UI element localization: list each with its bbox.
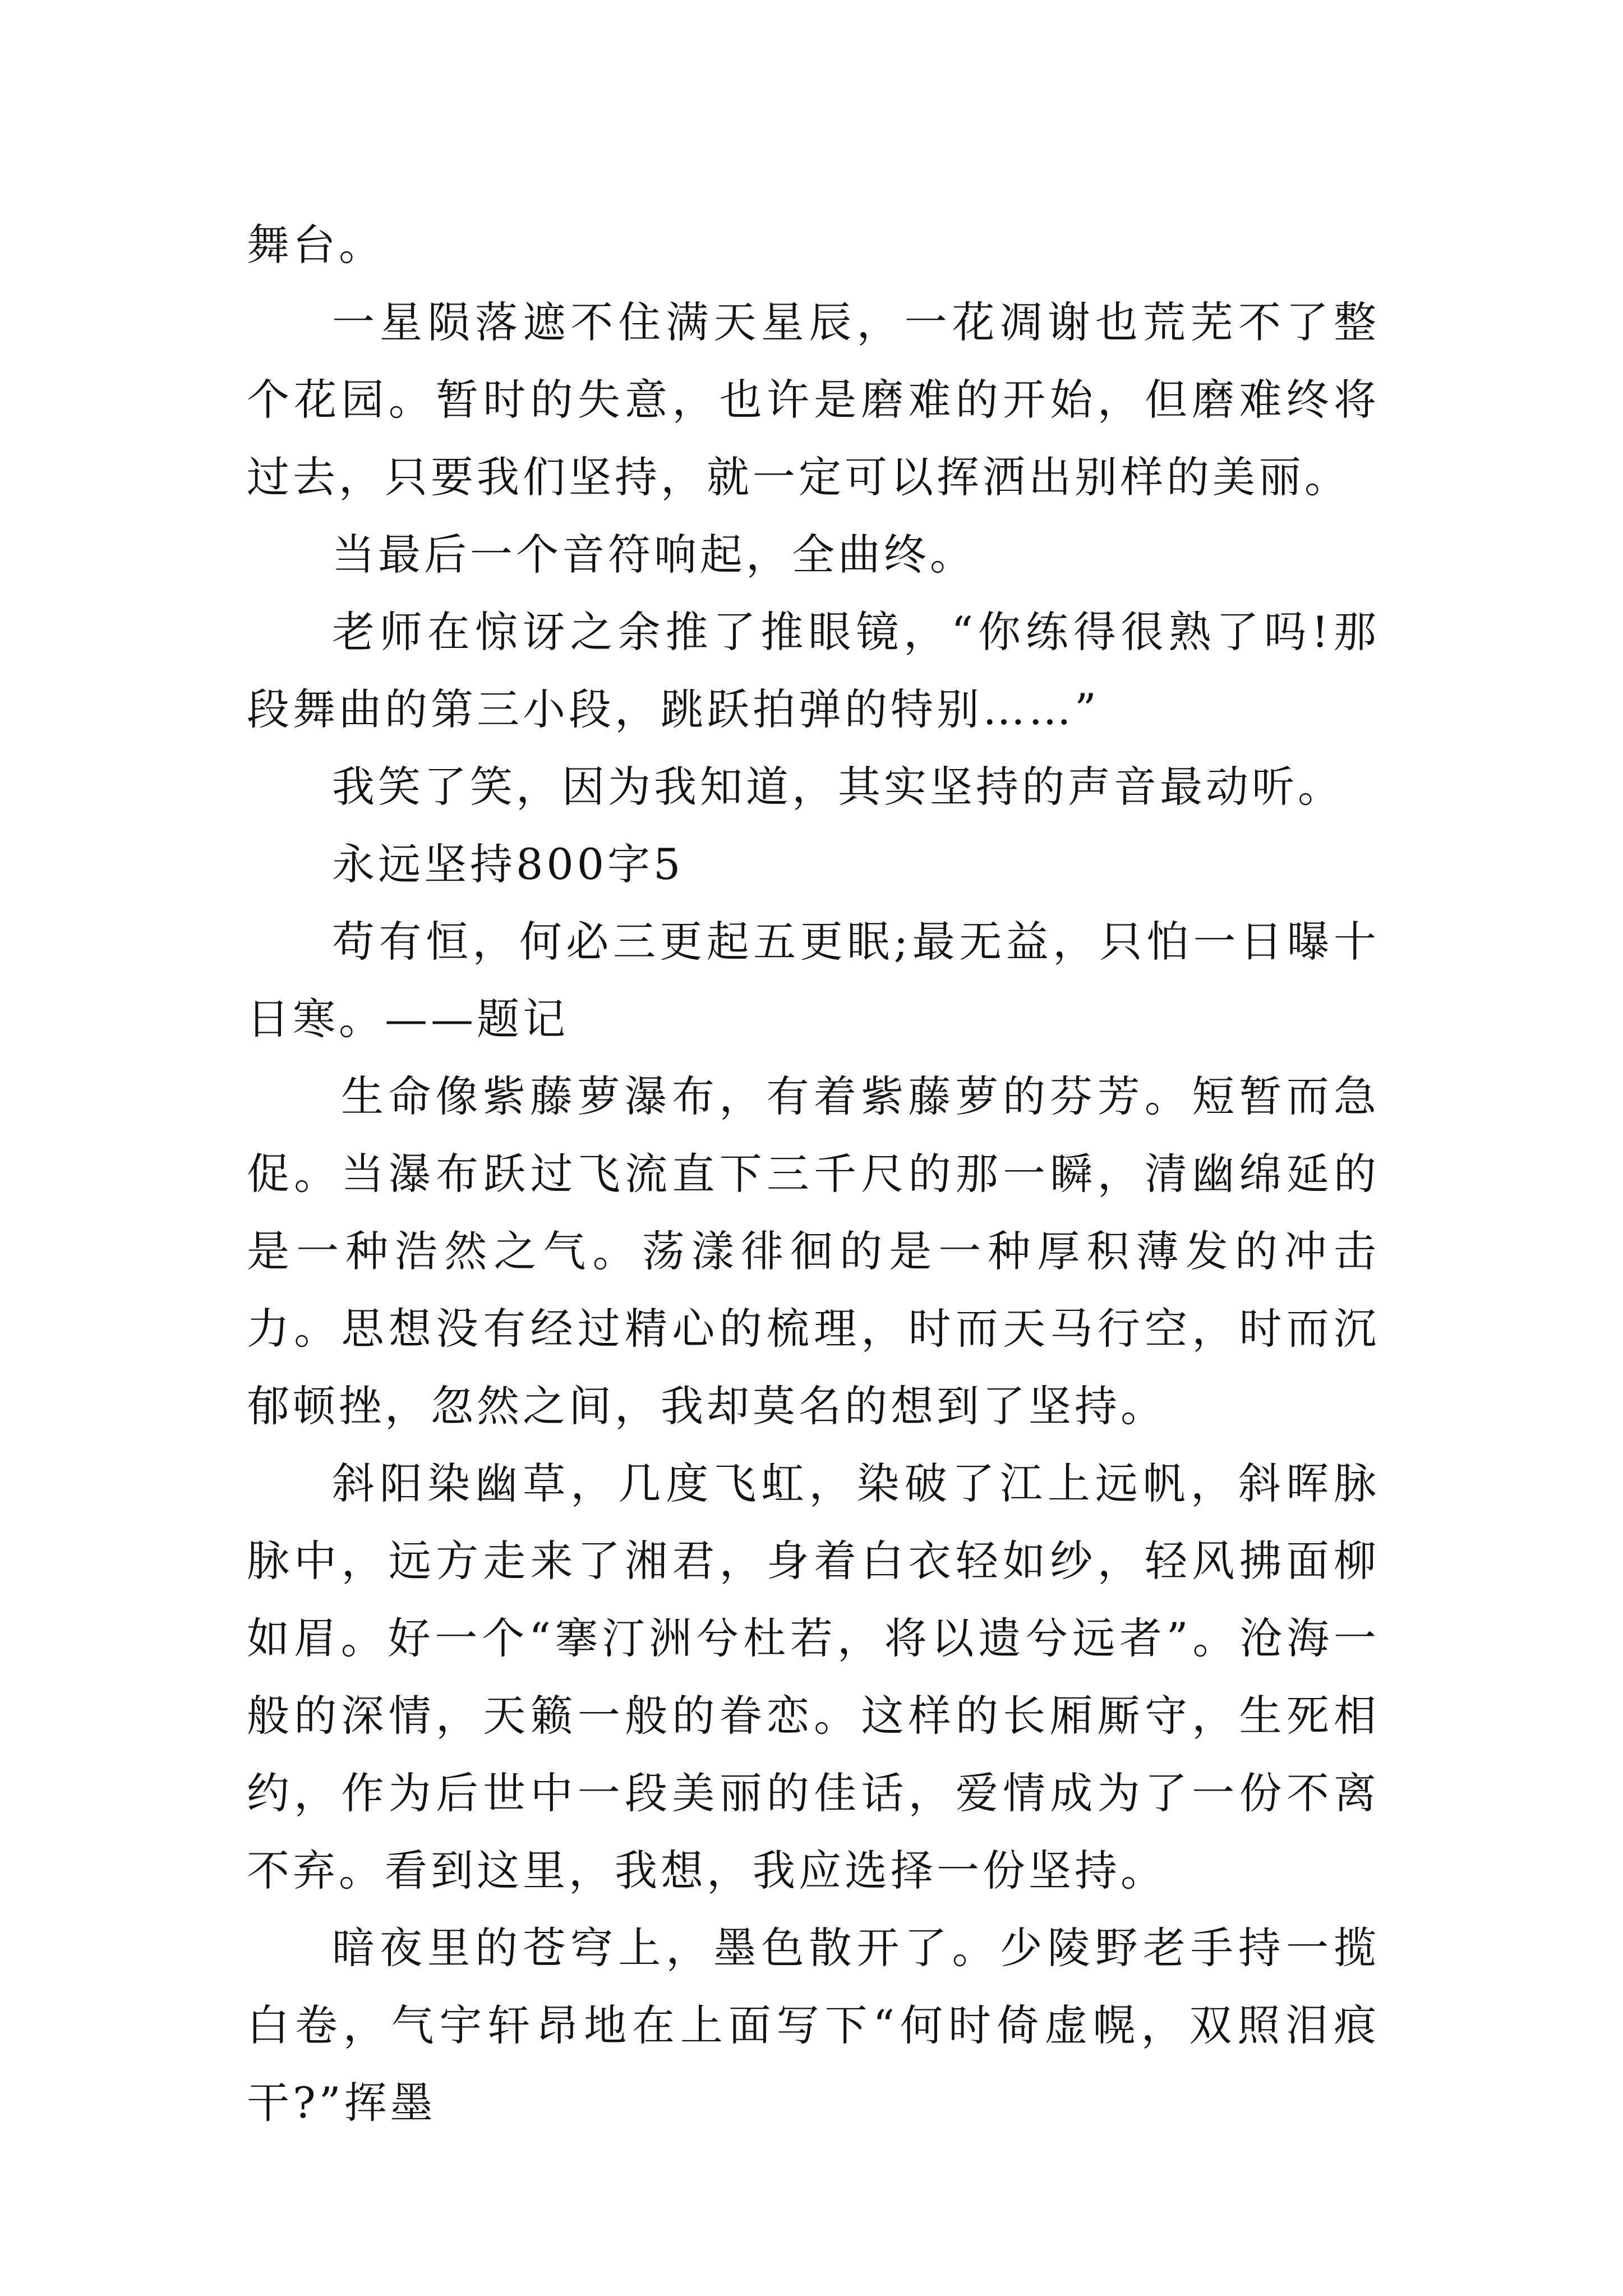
paragraph: 斜阳染幽草，几度飞虹，染破了江上远帆，斜晖脉脉中，远方走来了湘君，身着白衣轻如纱，轻风拂面柳如眉。好一个“搴汀洲兮杜若，将以遗兮远者”。沧海一般的深情，天籁一般的眷恋。这样的长厢厮守，生死相约，作为后世中一段美丽的佳话，爱情成为了一份不离不弃。看到这里，我想，我应选择一份坚持。	[247, 1458, 1380, 1895]
paragraph: 老师在惊讶之余推了推眼镜，“你练得很熟了吗!那段舞曲的第三小段，跳跃拍弹的特别……”	[247, 607, 1380, 734]
paragraph: 生命像紫藤萝瀑布，有着紫藤萝的芬芳。短暂而急促。当瀑布跃过飞流直下三千尺的那一瞬，清幽绵延的是一种浩然之气。荡漾徘徊的是一种厚积薄发的冲击力。思想没有经过精心的梳理，时而天马行空，时而沉郁顿挫，忽然之间，我却莫名的想到了坚持。	[247, 1071, 1380, 1431]
paragraph: 当最后一个音符响起，全曲终。	[332, 530, 976, 579]
section-heading: 永远坚持800字5	[332, 839, 684, 889]
paragraph: 舞台。	[247, 220, 385, 270]
paragraph: 暗夜里的苍穹上，墨色散开了。少陵野老手持一揽白卷，气宇轩昂地在上面写下“何时倚虚幌，双照泪痕干?”挥墨	[247, 1923, 1380, 2128]
paragraph: 我笑了笑，因为我知道，其实坚持的声音最动听。	[332, 762, 1344, 812]
epigraph: 苟有恒，何必三更起五更眠;最无益，只怕一日曝十日寒。——题记	[247, 917, 1380, 1044]
paragraph: 一星陨落遮不住满天星辰，一花凋谢也荒芜不了整个花园。暂时的失意，也许是磨难的开始，但磨难终将过去，只要我们坚持，就一定可以挥洒出别样的美丽。	[247, 297, 1380, 502]
document-body	[247, 206, 1380, 2142]
